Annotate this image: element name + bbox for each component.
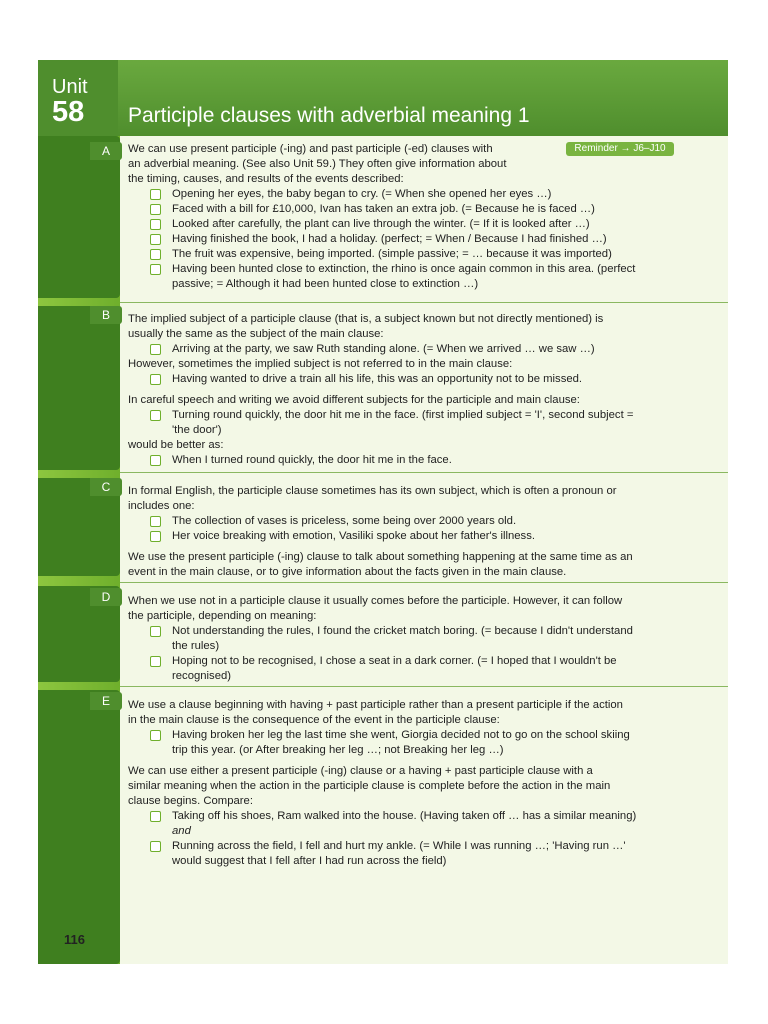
example-item: Arriving at the party, we saw Ruth standing alone. (= When we arrived … we saw …): [150, 342, 688, 357]
text-line: We use a clause beginning with having + past participle rather than a present participle if the action: [128, 699, 623, 711]
example-item: Hoping not to be recognised, I chose a seat in a dark corner. (= I hoped that I wouldn't be: [150, 654, 688, 669]
checkbox-icon: [150, 219, 161, 230]
example-item: Having been hunted close to extinction, the rhino is once again common in this area. (perfect: [150, 262, 688, 277]
example-item: Having wanted to drive a train all his life, this was an opportunity not to be missed.: [150, 372, 688, 387]
checkbox-icon: [150, 234, 161, 245]
section-a-content: [128, 142, 688, 292]
example-item-cont: 'the door'): [172, 424, 222, 436]
checkbox-icon: [150, 249, 161, 260]
section-divider: [120, 582, 728, 583]
section-divider: [120, 686, 728, 687]
example-item: Having broken her leg the last time she went, Giorgia decided not to go on the school skiing: [150, 728, 688, 743]
text-line: in the main clause is the consequence of the event in the participle clause:: [128, 714, 500, 726]
section-label-a: A: [90, 142, 122, 160]
text-line: an adverbial meaning. (See also Unit 59.) They often give information about: [128, 158, 507, 170]
text-line: the timing, causes, and results of the events described:: [128, 173, 404, 185]
example-item-cont: and: [172, 825, 191, 837]
text-line: When we use not in a participle clause it usually comes before the participle. However, it can follow: [128, 595, 623, 607]
section-b-content: [128, 312, 688, 468]
text-line: the participle, depending on meaning:: [128, 610, 317, 622]
example-item: The collection of vases is priceless, some being over 2000 years old.: [150, 514, 688, 529]
textbook-page: [38, 60, 728, 964]
section-d-content: [128, 594, 688, 684]
example-item: Opening her eyes, the baby began to cry. (= When she opened her eyes …): [150, 187, 688, 202]
text-line: In formal English, the participle clause sometimes has its own subject, which is often a pronoun or: [128, 485, 617, 497]
sidebar-tab-a: [38, 136, 120, 298]
checkbox-icon: [150, 841, 161, 852]
text-line: We can use present participle (-ing) and past participle (-ed) clauses with: [128, 143, 493, 155]
reminder-badge[interactable]: Reminder → J6–J10: [566, 142, 674, 156]
example-item: Taking off his shoes, Ram walked into the house. (Having taken off … has a similar meaning): [150, 809, 688, 824]
example-item: Faced with a bill for £10,000, Ivan has taken an extra job. (= Because he is faced …): [150, 202, 688, 217]
page-title: Participle clauses with adverbial meaning 1: [128, 104, 530, 127]
text-line: event in the main clause, or to give information about the facts given in the main clause.: [128, 566, 567, 578]
unit-header: [38, 60, 728, 136]
checkbox-icon: [150, 730, 161, 741]
checkbox-icon: [150, 455, 161, 466]
section-c-content: [128, 484, 688, 580]
example-item: Her voice breaking with emotion, Vasiliki spoke about her father's illness.: [150, 529, 688, 544]
example-item-cont: recognised): [172, 670, 232, 682]
example-item: Running across the field, I fell and hurt my ankle. (= While I was running …; 'Having run …': [150, 839, 688, 854]
example-item: Turning round quickly, the door hit me in the face. (first implied subject = 'I', second subject =: [150, 408, 688, 423]
page-number: 116: [64, 932, 85, 947]
section-divider: [120, 472, 728, 473]
text-line: In careful speech and writing we avoid different subjects for the participle and main clause:: [128, 394, 580, 406]
section-label-c: C: [90, 478, 122, 496]
checkbox-icon: [150, 811, 161, 822]
checkbox-icon: [150, 204, 161, 215]
example-item: When I turned round quickly, the door hit me in the face.: [150, 453, 688, 468]
unit-number: 58: [52, 96, 85, 128]
unit-badge: [38, 60, 118, 136]
text-line: The implied subject of a participle clause (that is, a subject known but not directly mentioned) is: [128, 313, 604, 325]
checkbox-icon: [150, 344, 161, 355]
text-line: We can use either a present participle (-ing) clause or a having + past participle clause with a: [128, 765, 593, 777]
example-item-cont: the rules): [172, 640, 220, 652]
text-line: would be better as:: [128, 439, 224, 451]
text-line: includes one:: [128, 500, 195, 512]
example-item-cont: would suggest that I fell after I had run across the field): [172, 855, 447, 867]
checkbox-icon: [150, 656, 161, 667]
example-item: The fruit was expensive, being imported. (simple passive; = … because it was imported): [150, 247, 688, 262]
text-line: We use the present participle (-ing) clause to talk about something happening at the same time as an: [128, 551, 633, 563]
text-line: similar meaning when the action in the participle clause is complete before the action in the main: [128, 780, 611, 792]
example-item: Not understanding the rules, I found the cricket match boring. (= because I didn't understand: [150, 624, 688, 639]
example-item-cont: trip this year. (or After breaking her leg …; not Breaking her leg …): [172, 744, 504, 756]
section-e-content: [128, 698, 688, 869]
checkbox-icon: [150, 374, 161, 385]
text-line: However, sometimes the implied subject is not referred to in the main clause:: [128, 358, 513, 370]
unit-label: Unit: [52, 76, 88, 98]
text-line: usually the same as the subject of the main clause:: [128, 328, 384, 340]
section-label-b: B: [90, 306, 122, 324]
section-label-e: E: [90, 692, 122, 710]
sidebar-tab-e: [38, 690, 120, 964]
section-divider: [120, 302, 728, 303]
example-item: Having finished the book, I had a holiday. (perfect; = When / Because I had finished …): [150, 232, 688, 247]
checkbox-icon: [150, 189, 161, 200]
checkbox-icon: [150, 516, 161, 527]
text-line: clause begins. Compare:: [128, 795, 253, 807]
sidebar-tab-b: [38, 306, 120, 470]
section-label-d: D: [90, 588, 122, 606]
checkbox-icon: [150, 410, 161, 421]
example-item: Looked after carefully, the plant can live through the winter. (= If it is looked after …): [150, 217, 688, 232]
example-item-cont: passive; = Although it had been hunted close to extinction …): [172, 278, 479, 290]
checkbox-icon: [150, 264, 161, 275]
checkbox-icon: [150, 531, 161, 542]
checkbox-icon: [150, 626, 161, 637]
